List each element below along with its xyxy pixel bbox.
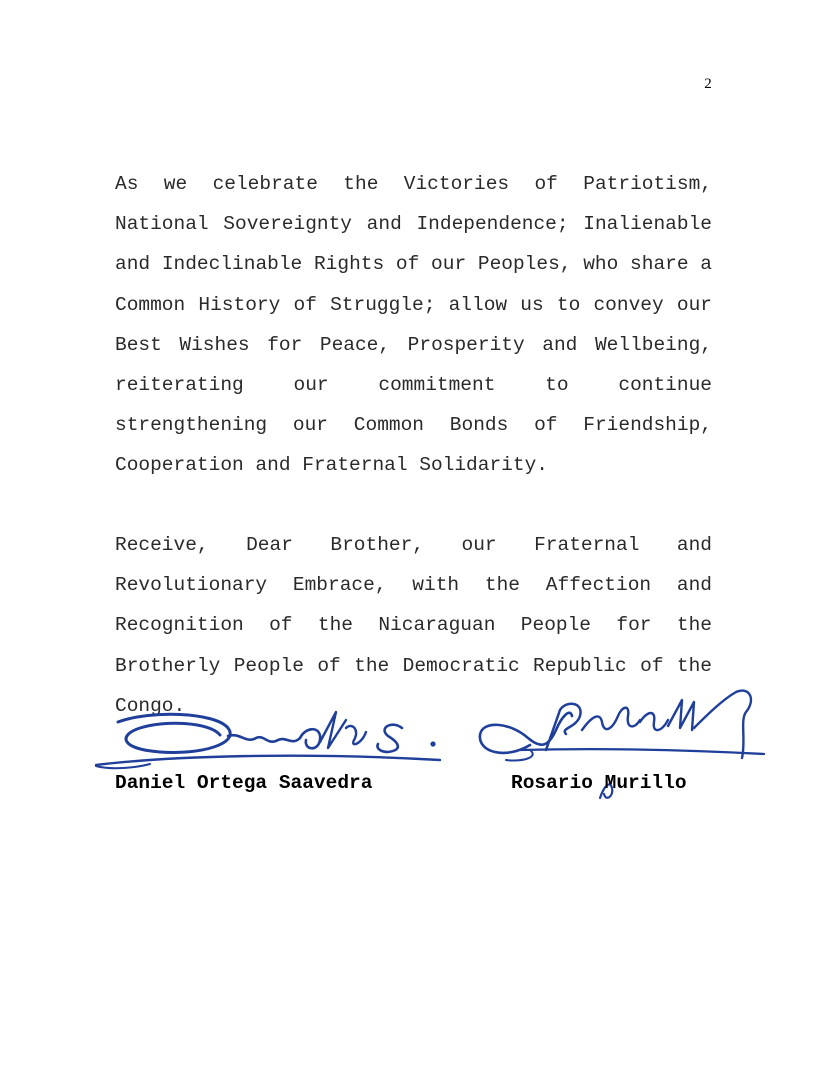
body-paragraph-1: As we celebrate the Victories of Patriotism, National Sovereignty and Independence; Inalienable and Indeclinable Rights of our Peoples, who share a Common History of Struggle; allow us to convey our Best Wishes for Peace, Prosperity and Wellbeing, reiterating our commitment to continue strengthening our Common Bonds of Friendship, Cooperation and Fraternal Solidarity. <box>115 173 712 477</box>
signer-name-right: Rosario Murillo <box>511 772 687 794</box>
signer-name-left: Daniel Ortega Saavedra <box>115 772 373 794</box>
page-number: 2 <box>704 76 712 92</box>
body-paragraph-2: Receive, Dear Brother, our Fraternal and Revolutionary Embrace, with the Affection and Recognition of the Nicaraguan People for the Brotherly People of the Democratic Republic of the Congo. <box>115 534 712 717</box>
